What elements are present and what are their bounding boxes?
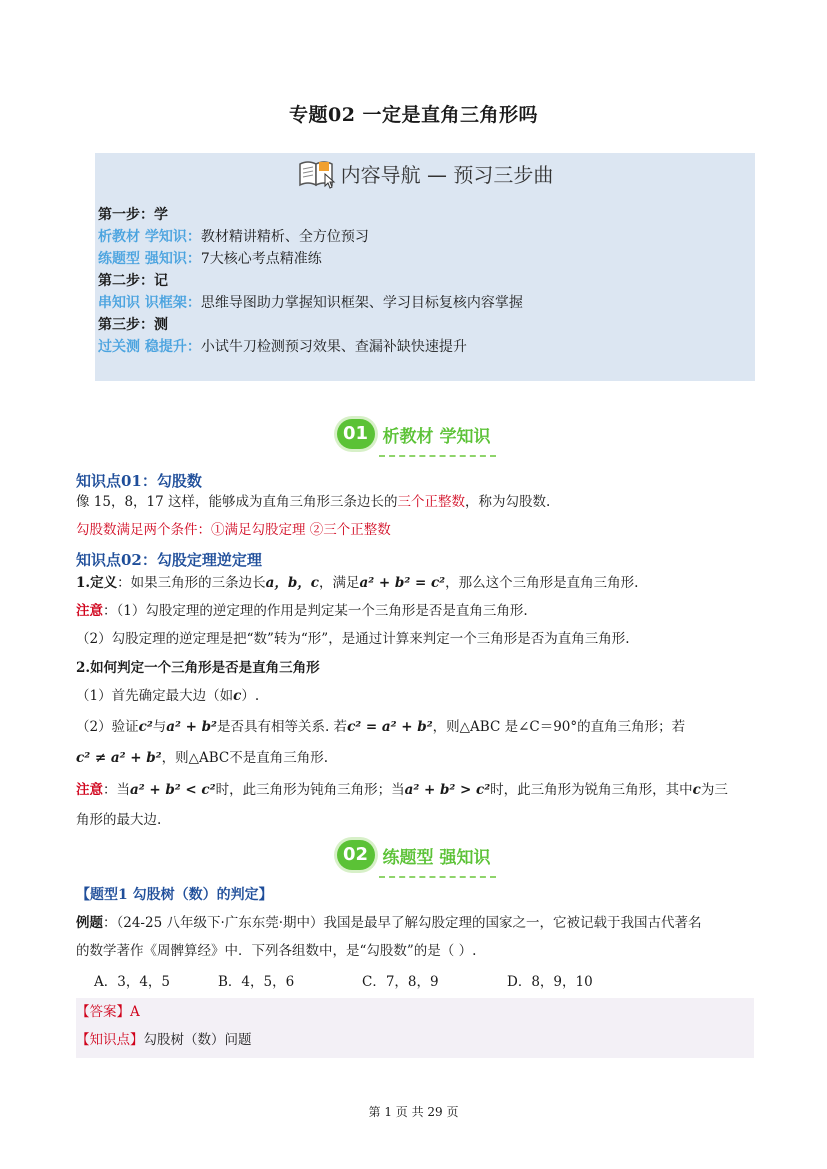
option-b: B．4，5，6 xyxy=(218,974,295,990)
example-line2: 的数学著作《周髀算经》中．下列各组数中，是“勾股数”的是（ ）. xyxy=(76,943,477,959)
option-c: C．7，8，9 xyxy=(362,974,439,990)
nav-row-test: 过关测 稳提升：小试牛刀检测预习效果、查漏补缺快速提升 xyxy=(98,339,467,355)
section-number: 01 xyxy=(337,419,375,449)
kp2-title: 知识点02：勾股定理逆定理 xyxy=(76,551,262,569)
nav-row-framework: 串知识 识框架：思维导图助力掌握知识框架、学习目标复核内容掌握 xyxy=(98,295,523,311)
kp2-how2: （2）验证c²与a² + b²是否具有相等关系. 若c² = a² + b²，则△ABC 是∠C＝90°的直角三角形；若 xyxy=(76,719,686,735)
nav-row-learn: 析教材 学知识：教材精讲精析、全方位预习 xyxy=(98,229,369,245)
section-badge-01 xyxy=(0,419,827,453)
badge-underline xyxy=(379,876,497,878)
kp2-how-title: 2.如何判定一个三角形是否是直角三角形 xyxy=(76,660,320,676)
nav-header xyxy=(95,157,755,191)
answer-line: 【答案】A xyxy=(76,1004,140,1020)
nav-step-3: 第三步：测 xyxy=(98,317,168,333)
book-icon xyxy=(297,157,337,189)
kp2-note3-cont: 角形的最大边. xyxy=(76,812,162,828)
knowledge-point-line: 【知识点】勾股树（数）问题 xyxy=(76,1032,252,1048)
option-d: D．8，9，10 xyxy=(507,974,593,990)
section-label: 析教材 学知识 xyxy=(382,426,491,447)
kp2-definition: 1.定义：如果三角形的三条边长a，b，c，满足a² + b² = c²，那么这个三角形是直角三角形. xyxy=(76,575,639,591)
kp1-title: 知识点01：勾股数 xyxy=(76,472,202,490)
kp2-note1: 注意：（1）勾股定理的逆定理的作用是判定某一个三角形是否是直角三角形. xyxy=(76,603,528,619)
badge-underline xyxy=(379,455,497,457)
kp2-how1: （1）首先确定最大边（如c）. xyxy=(76,688,260,704)
nav-step-2: 第二步：记 xyxy=(98,273,168,289)
nav-header-text: 内容导航 — 预习三步曲 xyxy=(340,162,554,187)
section-label: 练题型 强知识 xyxy=(382,847,491,868)
kp2-how3: c² ≠ a² + b²，则△ABC不是直角三角形. xyxy=(76,750,329,766)
kp1-line2: 勾股数满足两个条件：①满足勾股定理 ②三个正整数 xyxy=(76,522,391,538)
nav-row-practice: 练题型 强知识：7大核心考点精准练 xyxy=(98,251,322,267)
option-a: A．3，4，5 xyxy=(94,974,171,990)
section-badge-02 xyxy=(0,840,827,874)
page-footer: 第 1 页 共 29 页 xyxy=(368,1105,459,1119)
answer-box xyxy=(76,998,754,1058)
content-nav-box xyxy=(95,153,755,381)
example-line1: 例题：（24-25 八年级下·广东东莞·期中）我国是最早了解勾股定理的国家之一，它被记载于我国古代著名 xyxy=(76,915,702,931)
kp2-note3: 注意：当a² + b² < c²时，此三角形为钝角三角形；当a² + b² > c²时，此三角形为锐角三角形，其中c为三 xyxy=(76,782,728,798)
page-title: 专题02 一定是直角三角形吗 xyxy=(288,104,539,126)
kp2-note2: （2）勾股定理的逆定理是把“数”转为“形”，是通过计算来判定一个三角形是否为直角三角形. xyxy=(76,631,630,647)
question-type-title: 【题型1 勾股树（数）的判定】 xyxy=(76,887,273,903)
nav-step-1: 第一步：学 xyxy=(98,207,168,223)
section-number: 02 xyxy=(337,840,375,870)
kp1-line1: 像 15，8，17 这样，能够成为直角三角形三条边长的三个正整数，称为勾股数. xyxy=(76,494,551,510)
